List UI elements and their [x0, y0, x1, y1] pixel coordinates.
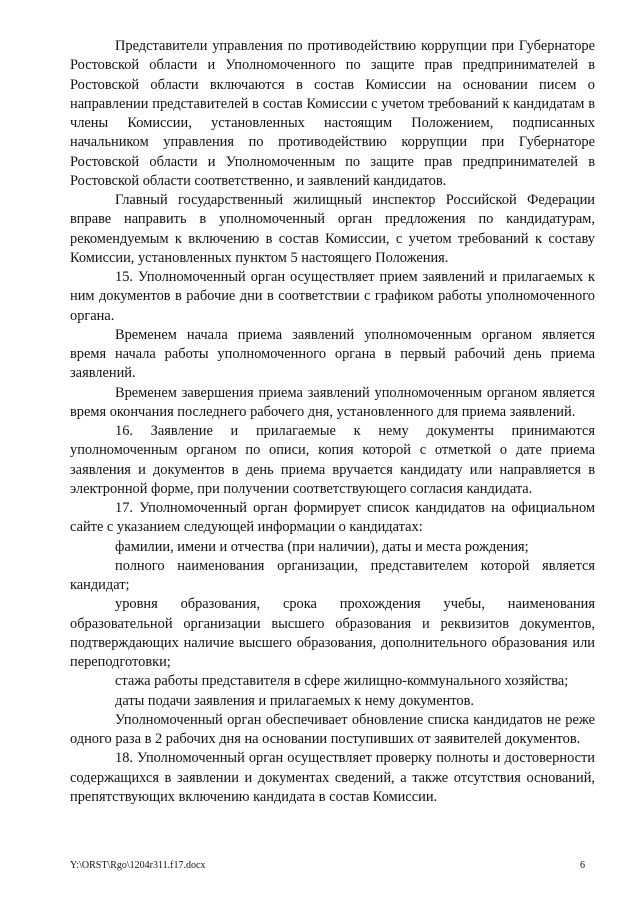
footer-page-number: 6 — [580, 860, 585, 871]
paragraph-chief-inspector: Главный государственный жилищный инспектор Российской Федерации вправе направить в уполномоченный орган предложения по кандидатурам, рекомендуемым к включению в состав Комиссии, с учетом требований к составу Комиссии, установленных пунктом 5 настоящего Положения. — [70, 192, 595, 266]
footer-file-path: Y:\ORST\Rgo\1204r311.f17.docx — [70, 860, 206, 871]
list-item-organization: полного наименования организации, представителем которой является кандидат; — [70, 557, 595, 593]
list-item-experience: стажа работы представителя в сфере жилищно-коммунального хозяйства; — [115, 673, 569, 690]
paragraph-item-15: 15. Уполномоченный орган осуществляет прием заявлений и прилагаемых к ним документов в рабочие дни в соответствии с графиком работы уполномоченного органа. — [70, 269, 595, 324]
list-item-name: фамилии, имени и отчества (при наличии), даты и места рождения; — [115, 538, 529, 555]
paragraph-item-18: 18. Уполномоченный орган осуществляет проверку полноты и достоверности содержащихся в заявлении и документах сведений, а также отсутствия оснований, препятствующих включению кандидата в состав Комиссии. — [70, 750, 595, 805]
list-item-education: уровня образования, срока прохождения учебы, наименования образовательной организации высшего образования и реквизитов документов, подтверждающих наличие высшего образования, дополнительного образования или переподготовки; — [70, 596, 595, 670]
paragraph-item-17: 17. Уполномоченный орган формирует список кандидатов на официальном сайте с указанием следующей информации о кандидатах: — [70, 500, 595, 536]
paragraph-list-update: Уполномоченный орган обеспечивает обновление списка кандидатов не реже одного раза в 2 рабочих дня на основании поступивших от заявителей документов. — [70, 711, 595, 747]
paragraph-item-16: 16. Заявление и прилагаемые к нему документы принимаются уполномоченным органом по описи, копия которой с отметкой о дате приема заявления и документов в день приема вручается кандидату или направляется в электронной форме, при получении соответствующего согласия кандидата. — [70, 423, 595, 497]
paragraph-representatives: Представители управления по противодействию коррупции при Губернаторе Ростовской области и Уполномоченного по защите прав предпринимателей в Ростовской области включаются в состав Комиссии на основании писем о направлении представителей в состав Комиссии с учетом требований к кандидатам в члены Комиссии, установленных настоящим Положением, подписанных начальником управления по противодействию коррупции при Губернаторе Ростовской области и Уполномоченным по защите прав предпринимателей в Ростовской области соответственно, и заявлений кандидатов. — [70, 38, 595, 189]
document-body — [70, 37, 595, 807]
list-item-dates: даты подачи заявления и прилагаемых к нему документов. — [115, 692, 475, 709]
paragraph-start-time: Временем начала приема заявлений уполномоченным органом является время начала работы уполномоченного органа в первый рабочий день приема заявлений. — [70, 326, 595, 382]
paragraph-end-time: Временем завершения приема заявлений уполномоченным органом является время окончания последнего рабочего дня, установленного для приема заявлений. — [70, 384, 595, 420]
